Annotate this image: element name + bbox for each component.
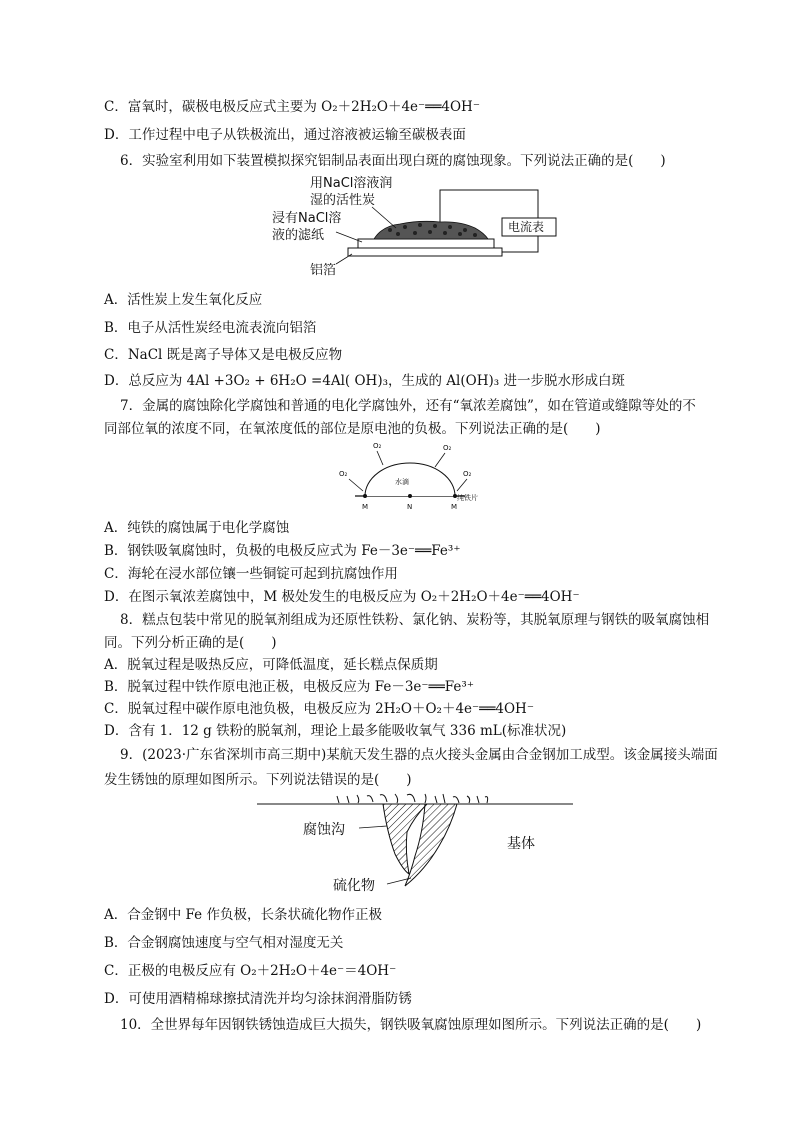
- carbon-label-line1: 用NaCl溶液润: [310, 176, 393, 191]
- q8-option-d: D．含有 1．12 g 铁粉的脱氧剂，理论上最多能吸收氧气 336 mL(标准状况): [104, 723, 567, 739]
- q8-option-c: C．脱氧过程中碳作原电池负极，电极反应为 2H₂O＋O₂＋4e⁻══4OH⁻: [104, 701, 534, 717]
- q9-stem-line2: 发生锈蚀的原理如图所示。下列说法错误的是( ): [104, 772, 412, 788]
- foil-label: 铝箔: [310, 263, 337, 278]
- paper-label-line2: 液的滤纸: [272, 228, 325, 243]
- water-drop-label: 水滴: [395, 478, 409, 486]
- q8-stem-line2: 同。下列分析正确的是( ): [104, 635, 277, 651]
- q9-stem-line1: 9．(2023·广东省深圳市高三期中)某航天发生器的点火接头金属由合金钢加工成型。该金属接头端面: [120, 747, 718, 763]
- o2-top-right: O₂: [443, 444, 452, 452]
- electrode-n: N: [407, 503, 413, 511]
- ammeter-label: 电流表: [508, 220, 545, 234]
- q6-option-a: A．活性炭上发生氧化反应: [104, 292, 263, 308]
- matrix-label: 基体: [507, 836, 535, 852]
- sulfide-label: 硫化物: [333, 878, 375, 894]
- q7-option-a: A．纯铁的腐蚀属于电化学腐蚀: [104, 520, 290, 536]
- q9-option-d: D．可使用酒精棉球擦拭清洗并均匀涂抹润滑脂防锈: [104, 991, 412, 1007]
- q9-corrosion-figure: [255, 792, 580, 894]
- q6-option-c: C．NaCl 既是离子导体又是电极反应物: [104, 347, 343, 363]
- q9-option-b: B．合金钢腐蚀速度与空气相对湿度无关: [104, 935, 344, 951]
- q9-option-c: C．正极的电极反应有 O₂＋2H₂O＋4e⁻＝4OH⁻: [104, 963, 397, 979]
- electrode-m-left: M: [362, 503, 369, 511]
- carbon-label-line2: 湿的活性炭: [310, 193, 376, 208]
- q6-stem: 6．实验室利用如下装置模拟探究铝制品表面出现白斑的腐蚀现象。下列说法正确的是( ): [120, 153, 666, 169]
- o2-top-left: O₂: [373, 442, 382, 450]
- q6-option-d: D．总反应为 4Al +3O₂ + 6H₂O =4Al( OH)₃，生成的 Al(OH)₃ 进一步脱水形成白斑: [104, 373, 625, 389]
- q8-option-b: B．脱氧过程中铁作原电池正极，电极反应为 Fe－3e⁻══Fe³⁺: [104, 679, 474, 695]
- q10-stem: 10．全世界每年因钢铁锈蚀造成巨大损失，钢铁吸氧腐蚀原理如图所示。下列说法正确的是( ): [120, 1017, 702, 1033]
- q8-option-a: A．脱氧过程是吸热反应，可降低温度，延长糕点保质期: [104, 657, 438, 673]
- q5-option-c: C．富氧时，碳极电极反应式主要为 O₂＋2H₂O＋4e⁻══4OH⁻: [104, 99, 480, 115]
- groove-label: 腐蚀沟: [303, 822, 345, 838]
- q7-option-b: B．钢铁吸氧腐蚀时，负极的电极反应式为 Fe－3e⁻══Fe³⁺: [104, 543, 461, 559]
- q7-option-c: C．海轮在浸水部位镶一些铜锭可起到抗腐蚀作用: [104, 566, 398, 582]
- q6-apparatus-figure: [270, 170, 570, 280]
- paper-label-line1: 浸有NaCl溶: [272, 211, 342, 226]
- q7-oxygen-concentration-figure: [335, 437, 495, 513]
- q9-option-a: A．合金钢中 Fe 作负极，长条状硫化物作正极: [104, 907, 382, 923]
- q7-option-d: D．在图示氧浓差腐蚀中，M 极处发生的电极反应为 O₂＋2H₂O＋4e⁻══4OH⁻: [104, 589, 580, 605]
- o2-right: O₂: [463, 470, 472, 478]
- q6-option-b: B．电子从活性炭经电流表流向铝箔: [104, 320, 317, 336]
- q7-stem-line2: 同部位氧的浓度不同，在氧浓度低的部位是原电池的负极。下列说法正确的是( ): [104, 421, 601, 437]
- q7-stem-line1: 7．金属的腐蚀除化学腐蚀和普通的电化学腐蚀外，还有“氧浓差腐蚀”，如在管道或缝隙等处的不: [120, 398, 696, 414]
- o2-left: O₂: [339, 470, 348, 478]
- electrode-m-right: M: [451, 503, 458, 511]
- q5-option-d: D．工作过程中电子从铁极流出，通过溶液被运输至碳极表面: [104, 127, 466, 143]
- q8-stem-line1: 8．糕点包装中常见的脱氧剂组成为还原性铁粉、氯化钠、炭粉等，其脱氧原理与钢铁的吸氧腐蚀相: [120, 612, 710, 628]
- pure-iron-label: 纯铁片: [457, 494, 478, 502]
